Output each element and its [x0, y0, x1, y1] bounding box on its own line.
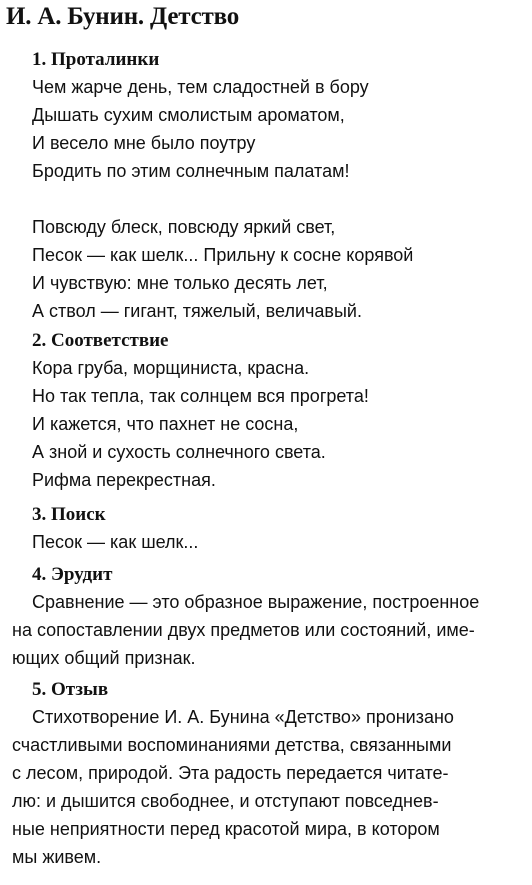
paragraph-line: счастливыми воспоминаниями детства, связанными — [12, 735, 452, 755]
answer-line: Песок — как шелк... — [32, 532, 199, 552]
poem-line: Дышать сухим смолистым ароматом, — [32, 105, 345, 125]
stanza-gap — [0, 185, 532, 213]
poem-line: Кора груба, морщиниста, красна. — [32, 358, 310, 378]
page-title: И. А. Бунин. Детство — [6, 3, 240, 30]
section-heading: 1. Проталинки — [32, 49, 160, 70]
section-erudit — [0, 562, 532, 672]
paragraph-line: с лесом, природой. Эта радость передается читате- — [12, 763, 449, 783]
poem-line: Повсюду блеск, повсюду яркий свет, — [32, 217, 336, 237]
section-heading: 3. Поиск — [32, 504, 106, 525]
poem-line: А зной и сухость солнечного света. — [32, 442, 326, 462]
paragraph-line: мы живем. — [12, 847, 102, 867]
paragraph-line: Стихотворение И. А. Бунина «Детство» пронизано — [32, 707, 454, 727]
poem-line: Песок — как шелк... Прильну к сосне корявой — [32, 245, 414, 265]
poem-line: Бродить по этим солнечным палатам! — [32, 161, 350, 181]
poem-line: И кажется, что пахнет не сосна, — [32, 414, 299, 434]
paragraph-line: Сравнение — это образное выражение, построенное — [32, 592, 480, 612]
section-protalinki — [0, 47, 532, 325]
section-heading: 2. Соответствие — [32, 330, 169, 351]
section-poisk — [0, 502, 532, 556]
paragraph-line: ные неприятности перед красотой мира, в котором — [12, 819, 440, 839]
section-heading: 4. Эрудит — [32, 564, 113, 585]
poem-line: Чем жарче день, тем сладостней в бору — [32, 77, 369, 97]
paragraph-line: на сопоставлении двух предметов или состояний, име- — [12, 620, 475, 640]
poem-line: Но так тепла, так солнцем вся прогрета! — [32, 386, 369, 406]
section-sootvetstvie — [0, 328, 532, 494]
poem-line: А ствол — гигант, тяжелый, величавый. — [32, 301, 362, 321]
poem-line: И весело мне было поутру — [32, 133, 256, 153]
poem-line: И чувствую: мне только десять лет, — [32, 273, 328, 293]
rhyme-note: Рифма перекрестная. — [32, 470, 216, 490]
section-heading: 5. Отзыв — [32, 679, 109, 700]
paragraph-line: лю: и дышится свободнее, и отступают повседнев- — [12, 791, 439, 811]
section-otzyv — [0, 677, 532, 871]
paragraph-line: ющих общий признак. — [12, 648, 196, 668]
